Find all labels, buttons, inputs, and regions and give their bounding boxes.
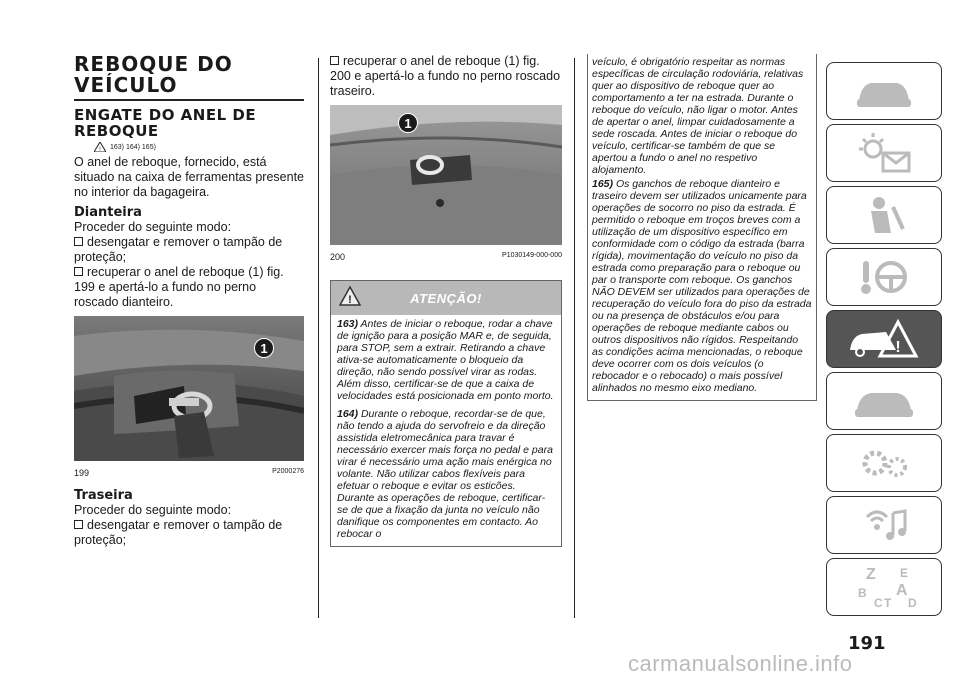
index-letter: D [908, 596, 917, 610]
tab-dashboard[interactable] [826, 62, 942, 120]
figure-code: P2000276 [272, 468, 304, 475]
checkbox-bullet-icon [330, 56, 339, 65]
figure-number: 199 [74, 468, 90, 478]
figure-code: P1030149-000-000 [502, 252, 562, 259]
tab-lights-messages[interactable] [826, 124, 942, 182]
warning-title: ATENÇÃO! [410, 290, 482, 306]
figure-caption [74, 468, 304, 478]
tab-safety[interactable] [826, 186, 942, 244]
index-letter: A [896, 582, 908, 599]
steering-key-icon [849, 255, 919, 299]
tab-technical-data[interactable] [826, 434, 942, 492]
tow-ring-rear-image [330, 105, 562, 245]
tow-ring-front-image [74, 316, 304, 461]
watermark: carmanualsonline.info [628, 651, 853, 676]
refs-text: 163) 164) 165) [110, 143, 156, 151]
svg-text:!: ! [348, 294, 352, 306]
index-letter: C [874, 596, 883, 610]
car-dashboard-icon [849, 71, 919, 111]
warning-164: 164) Durante o reboque, recordar-se de que, não tendo a ajuda do servofreio e da direção assistida eletromecânica para travar é necessário exercer mais força no pedal e para virar é necessário uma ação mais enérgica no volante. Não utilizar cabos flexíveis para efetuar o reboque e evitar os esticões. Durante as operações de reboque, certificar-se de que a fixação da junta no veículo não danifique os componentes em contacto. Ao rebocar o [337, 408, 553, 540]
index-letter: T [884, 596, 892, 610]
figure-number: 200 [330, 252, 346, 262]
column-2 [330, 54, 562, 547]
checkbox-bullet-icon [74, 520, 83, 529]
multimedia-icon [849, 503, 919, 547]
rear-step-2: recuperar o anel de reboque (1) fig. 200 e apertá-lo a fundo no perno roscado traseiro. [330, 54, 561, 98]
warning-triangle-icon [94, 142, 106, 152]
tab-starting-driving[interactable] [826, 248, 942, 306]
index-letter: Z [866, 566, 876, 583]
index-letters-icon [844, 563, 924, 611]
front-step-1: desengatar e remover o tampão de proteção; [74, 235, 283, 264]
callout-1: 1 [254, 338, 274, 358]
warning-continuation: veículo, é obrigatório respeitar as normas específicas de circulação rodoviária, relativas quer ao dispositivo de reboque quer ao comportamento a ter na estrada. Durante o reboque do veículo, não ligar o motor. Antes de apertar o anel, limpar cuidadosamente a sede roscada. Antes de iniciar o reboque do veículo, certificar-se também de que se apertou a fundo o anel no respetivo alojamento. [592, 56, 804, 176]
technical-gears-icon [849, 441, 919, 485]
figure-200 [330, 105, 562, 262]
warning-references [94, 142, 304, 152]
warning-165: 165) Os ganchos de reboque dianteiro e traseiro devem ser utilizados unicamente para operações de socorro no piso da estrada. É permitido o reboque em troços breves com a utilização de um dispositivo específico em conformidade com o código da estrada (barra rígida), movimentação do veículo no piso da estrada como preparação para o reboque ou par o transporte com reboque. Os ganchos NÃO DEVEM ser utilizados para operações de recuperação do veículo fora do piso da estrada ou na presença de obstáculos e/ou para operações de reboque mediante cabos ou outros dispositivos não rígidos. Respeitando as condições acima mencionadas, o reboque deve ocorrer com os dois veículos (o rebocador e o rebocado) o mais possível alinhados no mesmo eixo mediano. [592, 178, 812, 394]
title-rule [74, 99, 304, 101]
tab-multimedia[interactable] [826, 496, 942, 554]
lights-message-icon [849, 131, 919, 175]
rear-heading: Traseira [74, 488, 133, 503]
rear-lead: Proceder do seguinte modo: [74, 503, 232, 517]
page-title: REBOQUE DO VEÍCULO [74, 52, 233, 97]
warning-triangle-icon [339, 285, 361, 307]
seat-airbag-icon [849, 193, 919, 237]
column-divider [574, 58, 575, 618]
checkbox-bullet-icon [74, 267, 83, 276]
front-heading: Dianteira [74, 205, 142, 220]
column-1 [74, 54, 304, 548]
warning-continued [587, 54, 817, 401]
warning-163: 163) Antes de iniciar o reboque, rodar a chave de ignição para a posição MAR e, de seguida, para STOP, sem a extrair. Retirando a chave ativa-se automaticamente o bloqueio da direção, não sendo possível virar as rodas. Além disso, certificar-se de que a caixa de velocidades está posicionada em ponto morto. [337, 318, 554, 402]
checkbox-bullet-icon [74, 237, 83, 246]
warning-header [331, 281, 561, 315]
index-letter: E [900, 566, 909, 580]
intro-paragraph: O anel de reboque, fornecido, está situado na caixa de ferramentas presente no interior da bagageira. [74, 155, 304, 199]
tab-index[interactable] [826, 558, 942, 616]
rear-step-1: desengatar e remover o tampão de proteção; [74, 518, 283, 547]
front-step-2: recuperar o anel de reboque (1) fig. 199 e apertá-lo a fundo no perno roscado dianteiro. [74, 265, 284, 309]
callout-1: 1 [398, 113, 418, 133]
figure-199 [74, 316, 304, 478]
figure-caption [330, 252, 562, 262]
svg-text:!: ! [99, 147, 101, 152]
column-3 [587, 54, 817, 401]
front-lead: Proceder do seguinte modo: [74, 220, 232, 234]
tab-service[interactable] [826, 372, 942, 430]
page-number: 191 [848, 633, 886, 654]
column-divider [318, 58, 319, 618]
tab-emergency[interactable] [826, 310, 942, 368]
emergency-car-icon [844, 316, 924, 362]
car-service-icon [849, 379, 919, 423]
warning-box [330, 280, 562, 547]
section-title: ENGATE DO ANEL DE REBOQUE [74, 106, 257, 140]
svg-text:!: ! [895, 339, 901, 356]
index-letter: B [858, 586, 867, 600]
